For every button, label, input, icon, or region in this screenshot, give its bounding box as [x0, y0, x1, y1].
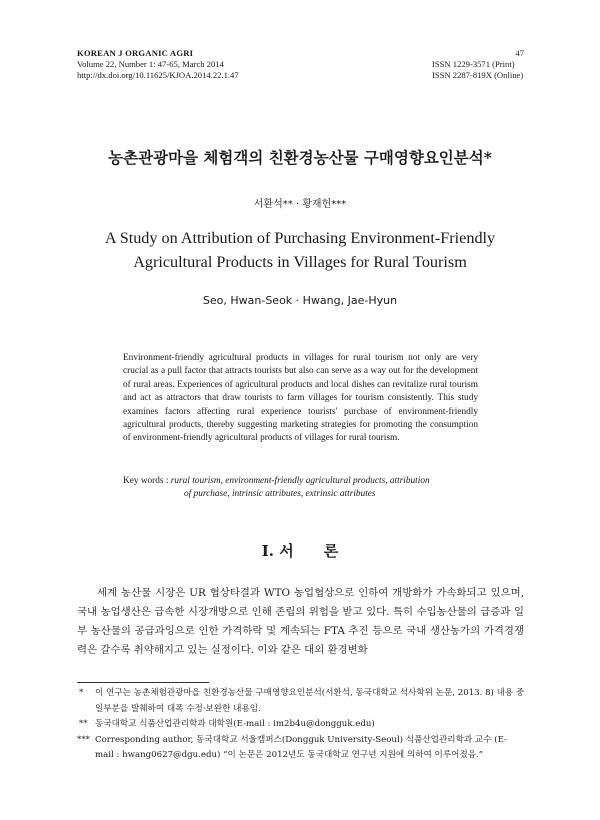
volume-info: Volume 22, Number 1: 47-65, March 2014 [77, 59, 224, 69]
footnote-3 [77, 733, 525, 764]
footnote-2 [77, 717, 525, 733]
footnotes [77, 686, 525, 764]
authors-english: Seo, Hwan-Seok · Hwang, Jae-Hyun [202, 294, 398, 307]
footnote-2-text: 동국대학교 식품산업관리학과 대학원(E-mail : im2b4u@dongguk.edu) [95, 719, 375, 729]
keywords-line1: rural tourism, environment-friendly agricultural products, attribution [170, 476, 430, 486]
keywords [123, 475, 483, 502]
issn-block [432, 48, 524, 81]
title-english-line2: Agricultural Products in Villages for Rural Tourism [133, 253, 467, 271]
keywords-line2: of purchase, intrinsic attributes, extrinsic attributes [184, 489, 376, 500]
footnote-2-mark: ** [79, 719, 88, 729]
issn-print: ISSN 1229-3571 (Print) [432, 59, 515, 69]
section-title: Ⅰ. 서 론 [261, 542, 339, 560]
footnote-3-mark: *** [77, 734, 90, 745]
journal-header [77, 48, 239, 81]
authors-korean: 서환석** · 황재헌*** [253, 199, 347, 210]
footnote-1-mark: * [79, 688, 84, 698]
issn-online: ISSN 2287-819X (Online) [432, 70, 524, 80]
footnote-divider [77, 682, 209, 683]
body-text [77, 584, 524, 660]
page-number: 47 [515, 48, 524, 58]
body-paragraph: 세계 농산물 시장은 UR 협상타결과 WTO 농업협상으로 인하여 개방화가 가속화되고 있으며, 국내 농업생산은 급속한 시장개방으로 인해 존립의 위험을 받고 있다. 특히 수입농산물의 급증과 일부 농산물의 공급과잉으로 인한 가격하락 및 계속되는 FTA 추진 등으로 국내 생산농가의 가격경쟁력은 갈수록 취약해지고 있는 실정이다. 이와 같은 대외 환경변화 [77, 587, 524, 656]
journal-name: KOREAN J ORGANIC AGRI [77, 48, 194, 58]
footnote-1 [77, 686, 525, 717]
title-english-line1: A Study on Attribution of Purchasing Environment-Friendly [104, 229, 496, 247]
abstract: Environment-friendly agricultural products in villages for rural tourism not only are very crucial as a pull factor that attracts tourists but also can serve as a way out for the development of rural areas. Experiences of agricultural products and local dishes can revitalize rural tourism and act as attractors that draw tourists to farm villages for tourism consistently. This study examines factors affecting rural experience tourists' purchase of environment-friendly agricultural products, thereby suggesting marketing strategies for promoting the consumption of environment-friendly agricultural products of villages for rural tourism. [123, 353, 478, 444]
keywords-label: Key words : [123, 476, 169, 486]
doi-link[interactable]: http://dx.doi.org/10.11625/KJOA.2014.22.1.47 [77, 70, 239, 80]
title-english [0, 226, 600, 274]
footnote-1-text: 이 연구는 농촌체험관광마을 친환경농산물 구매영향요인분석(서환석, 동국대학교 석사학위 논문, 2013. 8) 내용 중 일부분을 발췌하여 대폭 수정·보완한 내용임. [95, 688, 525, 714]
title-korean: 농촌관광마을 체험객의 친환경농산물 구매영향요인분석* [108, 148, 492, 167]
footnote-3-text: Corresponding author, 동국대학교 서울캠퍼스(Dongguk University-Seoul) 식품산업관리학과 교수 (E-mail : hwang0627@dgu.edu) “이 논문은 2012년도 동국대학교 연구년 지원에 의하여 이루어졌음.” [95, 734, 507, 760]
